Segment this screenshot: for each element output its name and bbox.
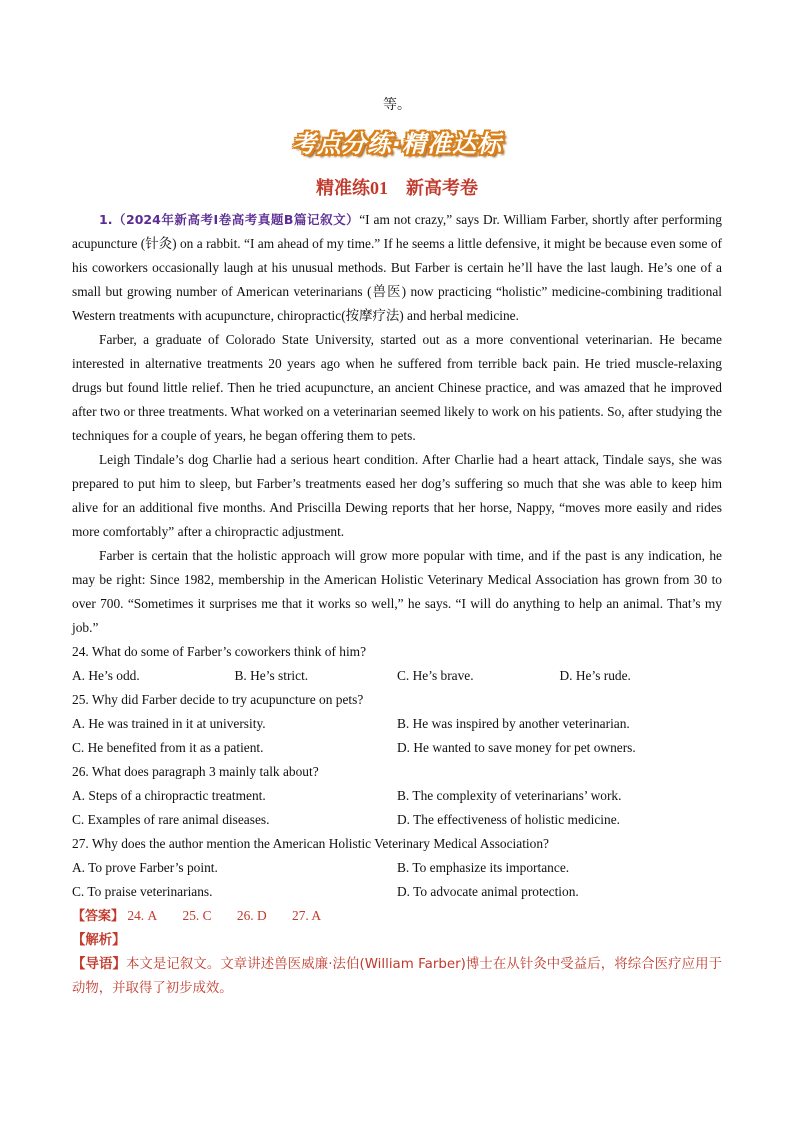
option: D. He wanted to save money for pet owners. — [397, 740, 636, 755]
option: C. He benefited from it as a patient. — [72, 740, 264, 755]
question-25-options-row-2 — [72, 736, 722, 760]
answer-item: 24. A — [127, 908, 158, 923]
option: D. The effectiveness of holistic medicine. — [397, 812, 620, 827]
question-26-options-row-2 — [72, 808, 722, 832]
option: D. To advocate animal protection. — [397, 884, 579, 899]
answer-label: 【答案】 — [72, 909, 125, 924]
option: B. He’s strict. — [234, 668, 309, 683]
question-24-options — [72, 664, 722, 688]
option: A. He was trained in it at university. — [72, 716, 266, 731]
answer-item: 26. D — [236, 908, 267, 923]
guide-label: 【导语】 — [72, 957, 126, 972]
question-27-options-row-1 — [72, 856, 722, 880]
question-24: 24. What do some of Farber’s coworkers think of him? — [72, 644, 367, 659]
passage-paragraph-1: 1.（2024年新高考I卷高考真题B篇记叙文）“I am not crazy,” says Dr. William Farber, shortly after performing acupuncture (针灸) on a rabbit. “I am ahead of my time.” If he seems a little defensive, it might be because even some of his coworkers occasionally laugh at his unusual methods. But Farber is certain he’ll have the last laugh. He’s one of a small but growing number of American veterinarians (兽医) now practicing “holistic” medicine-combining traditional Western treatments with acupuncture, chiropractic(按摩疗法) and herbal medicine. — [72, 212, 723, 323]
answer-item: 25. C — [182, 908, 212, 923]
option: C. He’s brave. — [397, 668, 474, 683]
passage-paragraph-2: Farber, a graduate of Colorado State University, started out as a more conventional veterinarian. He became interested in alternative treatments 20 years ago when he suffered from terrible back pain. He tried muscle-relaxing drugs but found little relief. Then he tried acupuncture, an ancient Chinese practice, and was amazed that he improved after two or three treatments. What worked on a veterinarian seemed likely to work on his patients. So, after studying the techniques for a couple of years, he began offering them to pets. — [72, 332, 722, 443]
top-note: 等。 — [383, 98, 411, 113]
question-26-options-row-1 — [72, 784, 722, 808]
option: B. The complexity of veterinarians’ work. — [397, 788, 622, 803]
option: D. He’s rude. — [559, 668, 631, 683]
option: B. To emphasize its importance. — [397, 860, 570, 875]
guide-text: 【导语】本文是记叙文。文章讲述兽医威廉·法伯(William Farber)博士在从针灸中受益后，将综合医疗应用于动物，并取得了初步成效。 — [72, 957, 722, 996]
answer-line — [72, 904, 722, 929]
option: C. To praise veterinarians. — [72, 884, 213, 899]
section-subtitle: 精准练01 新高考卷 — [316, 178, 478, 198]
question-26: 26. What does paragraph 3 mainly talk about? — [72, 764, 319, 779]
option: A. To prove Farber’s point. — [72, 860, 218, 875]
option: B. He was inspired by another veterinarian. — [397, 716, 630, 731]
analysis-heading: 【解析】 — [72, 933, 126, 948]
option: C. Examples of rare animal diseases. — [72, 812, 270, 827]
answer-item: 27. A — [292, 908, 322, 923]
passage-paragraph-3: Leigh Tindale’s dog Charlie had a serious heart condition. After Charlie had a heart attack, Tindale says, she was prepared to put him to sleep, but Farber’s treatments eased her dog’s suffering so much that she was able to keep him alive for an additional five months. And Priscilla Dewing reports that her horse, Nappy, “moves more easily and rides more comfortably” after a chiropractic adjustment. — [72, 452, 722, 539]
question-27-options-row-2 — [72, 880, 722, 904]
question-27: 27. Why does the author mention the American Holistic Veterinary Medical Association? — [72, 836, 549, 851]
section-banner: 考点分练·精准达标 — [291, 130, 503, 158]
content — [72, 208, 722, 1001]
question-25: 25. Why did Farber decide to try acupuncture on pets? — [72, 692, 364, 707]
passage-paragraph-4: Farber is certain that the holistic approach will grow more popular with time, and if the past is any indication, he may be right: Since 1982, membership in the American Holistic Veterinary Medical Association has grown from 30 to over 700. “Sometimes it surprises me that it works so well,” he says. “I will do anything to help an animal. That’s my job.” — [72, 548, 722, 635]
option: A. He’s odd. — [72, 668, 140, 683]
question-25-options-row-1 — [72, 712, 722, 736]
option: A. Steps of a chiropractic treatment. — [72, 788, 266, 803]
question-source-tag: 1.（2024年新高考I卷高考真题B篇记叙文） — [99, 212, 360, 227]
